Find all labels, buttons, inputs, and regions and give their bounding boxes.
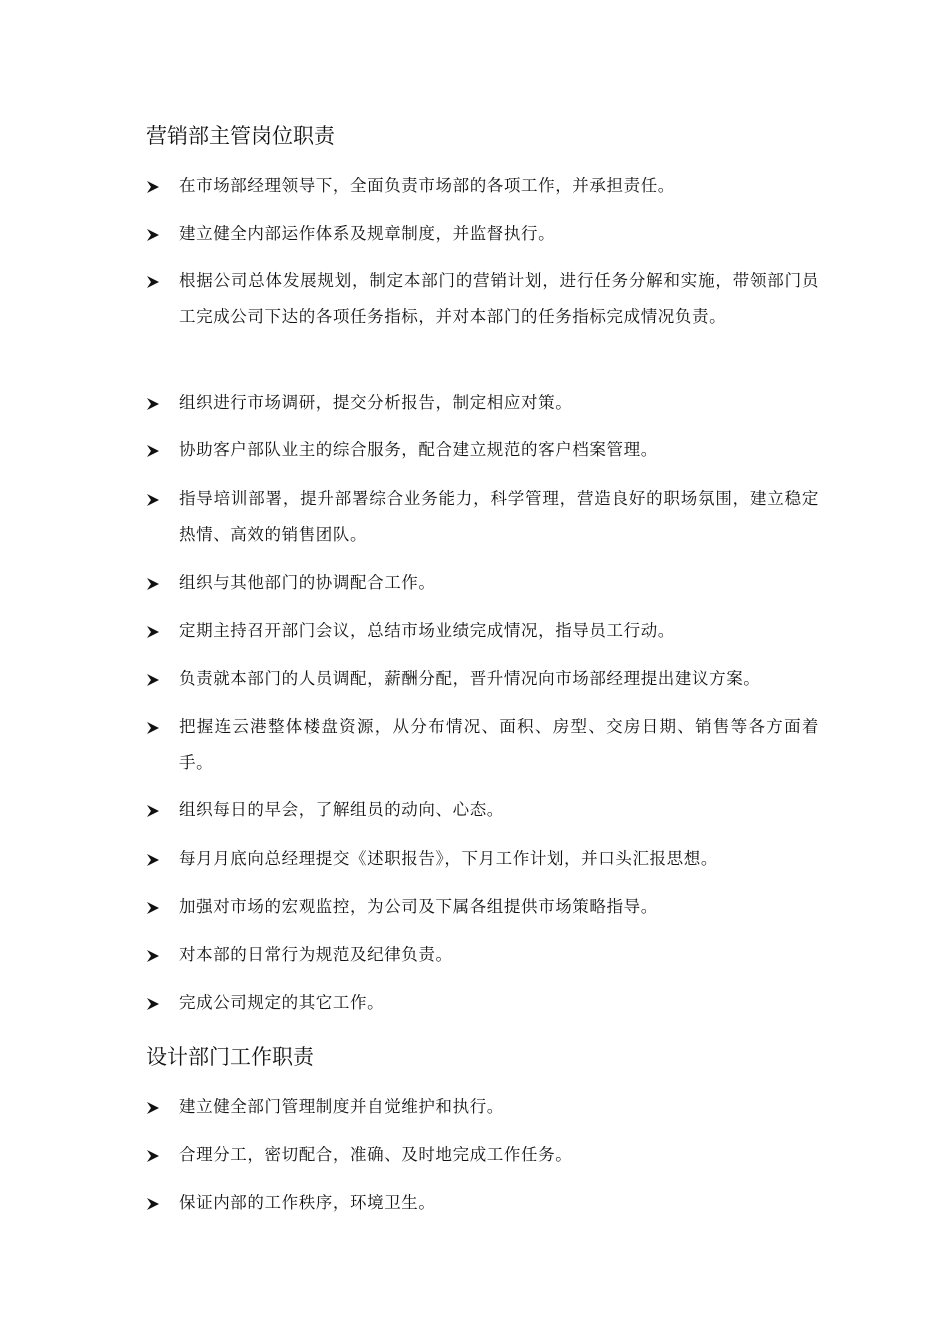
arrow-bullet-icon [146,444,160,458]
arrow-bullet-icon [146,804,160,818]
document-page: 营销部主管岗位职责 在市场部经理领导下，全面负责市场部的各项工作，并承担责任。 建立健全内部运作体系及规章制度，并监督执行。 根据公司总体发展规划，制定本部门的营销计划，进行任务分解和实施，带领部门员工完成公司下达的各项任务指标，并对本部门的任务指标完成情况负责。 组织进行市场调研，提交分析报告，制定相应对策。 协助客户部队业主的综合服务，配合建立规范的客户档案管理。 指导培训部署，提升部署综合业务能力，科学管理，营造良好的职场氛围，建立稳定热情、高效的销售团队。 组织与其他部门的协调配合工作。 定期主持召开部门会议，总结市场业绩完成情况，指导员工行动。 负责就本部门的人员调配，薪酬分配，晋升情况向市场部经理提出建议方案。 把握连云港整体楼盘资源，从分布情况、面积、房型、交房日期、销售等各方面着手。 组织每日的早会，了解组员的动向、心态。 每月月底向总经理提交《述职报告》，下月工作计划，并口头汇报思想。 加强对市场的宏观监控，为公司及下属各组提供市场策略指导。 对本部的日常行为规范及纪律负责。 完成公司规定的其它工作。 设计部门工作职责 建立健全部门管理制度并自觉维护和执行。 合理分工，密切配合，准确、及时地完成工作任务。 保证内部的工作秩序，环境卫生。 [0,0,950,1344]
arrow-bullet-icon [146,1197,160,1211]
arrow-bullet-icon [146,180,160,194]
arrow-bullet-icon [146,493,160,507]
arrow-bullet-icon [146,577,160,591]
arrow-bullet-icon [146,997,160,1011]
arrow-bullet-icon [146,625,160,639]
arrow-bullet-icon [146,901,160,915]
arrow-bullet-icon [146,397,160,411]
arrow-bullet-icon [146,721,160,735]
arrow-bullet-icon [146,1149,160,1163]
arrow-bullet-icon [146,275,160,289]
arrow-bullet-icon [146,673,160,687]
arrow-bullet-icon [146,228,160,242]
section-title-design: 设计部门工作职责 [146,1045,314,1069]
arrow-bullet-icon [146,1101,160,1115]
arrow-bullet-icon [146,949,160,963]
arrow-bullet-icon [146,853,160,867]
section-title-marketing: 营销部主管岗位职责 [146,124,335,148]
